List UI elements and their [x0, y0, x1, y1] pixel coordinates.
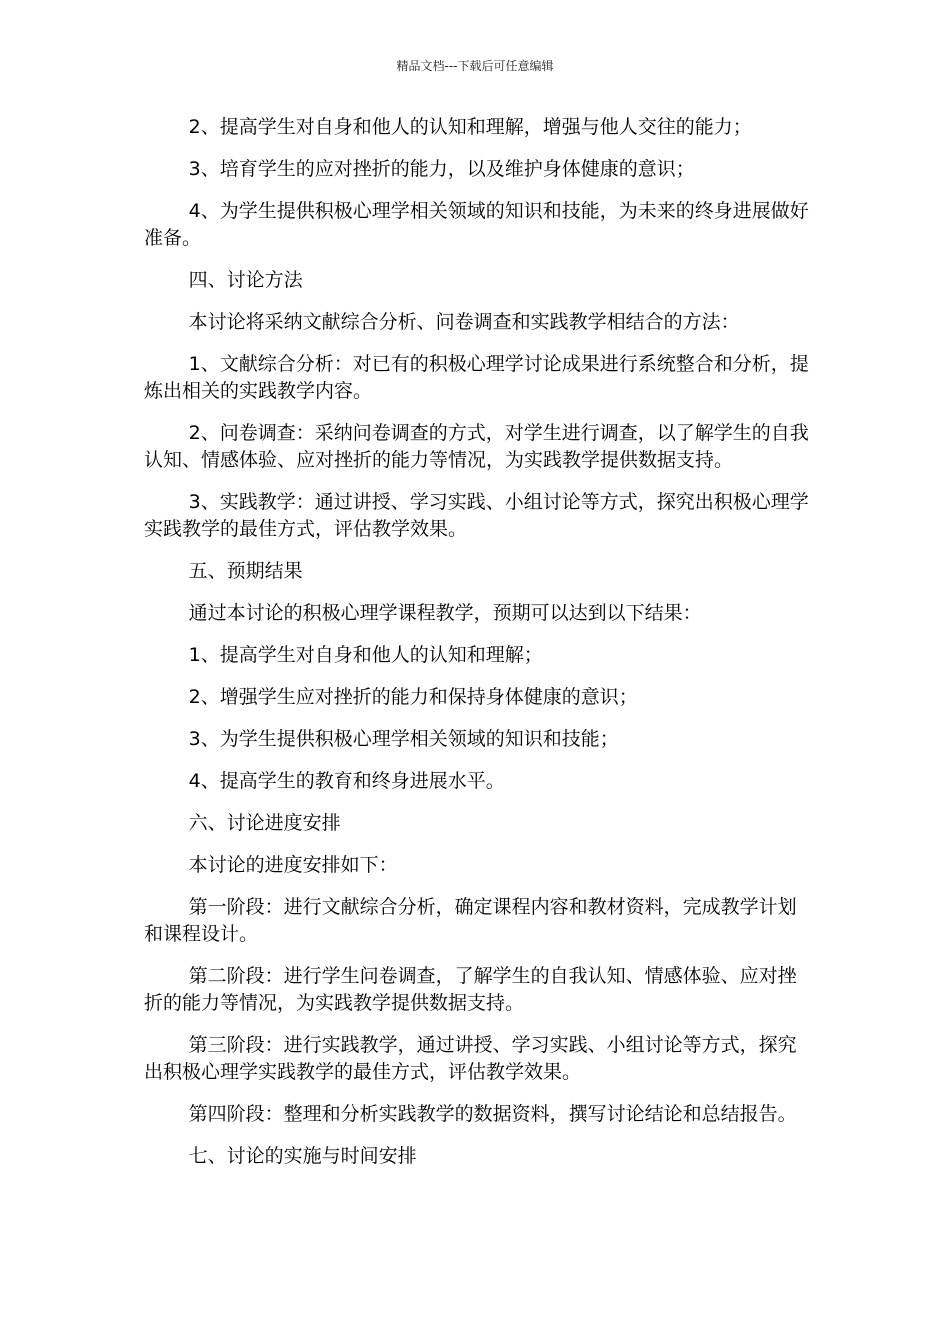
paragraph: 2、提高学生对自身和他人的认知和理解，增强与他人交往的能力；	[188, 116, 752, 138]
paragraph: 本讨论的进度安排如下：	[188, 854, 398, 876]
paragraph: 3、培育学生的应对挫折的能力，以及维护身体健康的意识；	[188, 158, 695, 180]
section-heading: 五、预期结果	[188, 560, 303, 582]
paragraph: 第一阶段：进行文献综合分析，确定课程内容和教材资料，完成教学计划和课程设计。	[144, 896, 797, 945]
paragraph: 4、提高学生的教育和终身进展水平。	[188, 770, 505, 792]
page-header: 精品文档---下载后可任意编辑	[396, 59, 554, 73]
paragraph: 3、为学生提供积极心理学相关领域的知识和技能；	[188, 728, 619, 750]
section-heading: 六、讨论进度安排	[188, 812, 341, 834]
paragraph: 第四阶段：整理和分析实践教学的数据资料，撰写讨论结论和总结报告。	[188, 1103, 797, 1125]
document-body	[144, 114, 809, 1170]
paragraph: 第二阶段：进行学生问卷调查，了解学生的自我认知、情感体验、应对挫折的能力等情况，为实践教学提供数据支持。	[144, 965, 797, 1014]
section-heading: 七、讨论的实施与时间安排	[188, 1145, 417, 1167]
paragraph: 通过本讨论的积极心理学课程教学，预期可以达到以下结果：	[188, 602, 702, 624]
paragraph: 本讨论将采纳文献综合分析、问卷调查和实践教学相结合的方法：	[188, 311, 740, 333]
paragraph: 第三阶段：进行实践教学，通过讲授、学习实践、小组讨论等方式，探究出积极心理学实践教学的最佳方式，评估教学效果。	[144, 1034, 797, 1083]
section-heading: 四、讨论方法	[188, 269, 303, 291]
paragraph: 2、问卷调查：采纳问卷调查的方式，对学生进行调查，以了解学生的自我认知、情感体验、应对挫折的能力等情况，为实践教学提供数据支持。	[144, 422, 809, 471]
paragraph: 1、提高学生对自身和他人的认知和理解；	[188, 644, 543, 666]
paragraph: 2、增强学生应对挫折的能力和保持身体健康的意识；	[188, 686, 638, 708]
paragraph: 3、实践教学：通过讲授、学习实践、小组讨论等方式，探究出积极心理学实践教学的最佳方式，评估教学效果。	[144, 491, 809, 540]
paragraph: 4、为学生提供积极心理学相关领域的知识和技能，为未来的终身进展做好准备。	[144, 200, 809, 249]
paragraph: 1、文献综合分析：对已有的积极心理学讨论成果进行系统整合和分析，提炼出相关的实践教学内容。	[144, 353, 809, 402]
